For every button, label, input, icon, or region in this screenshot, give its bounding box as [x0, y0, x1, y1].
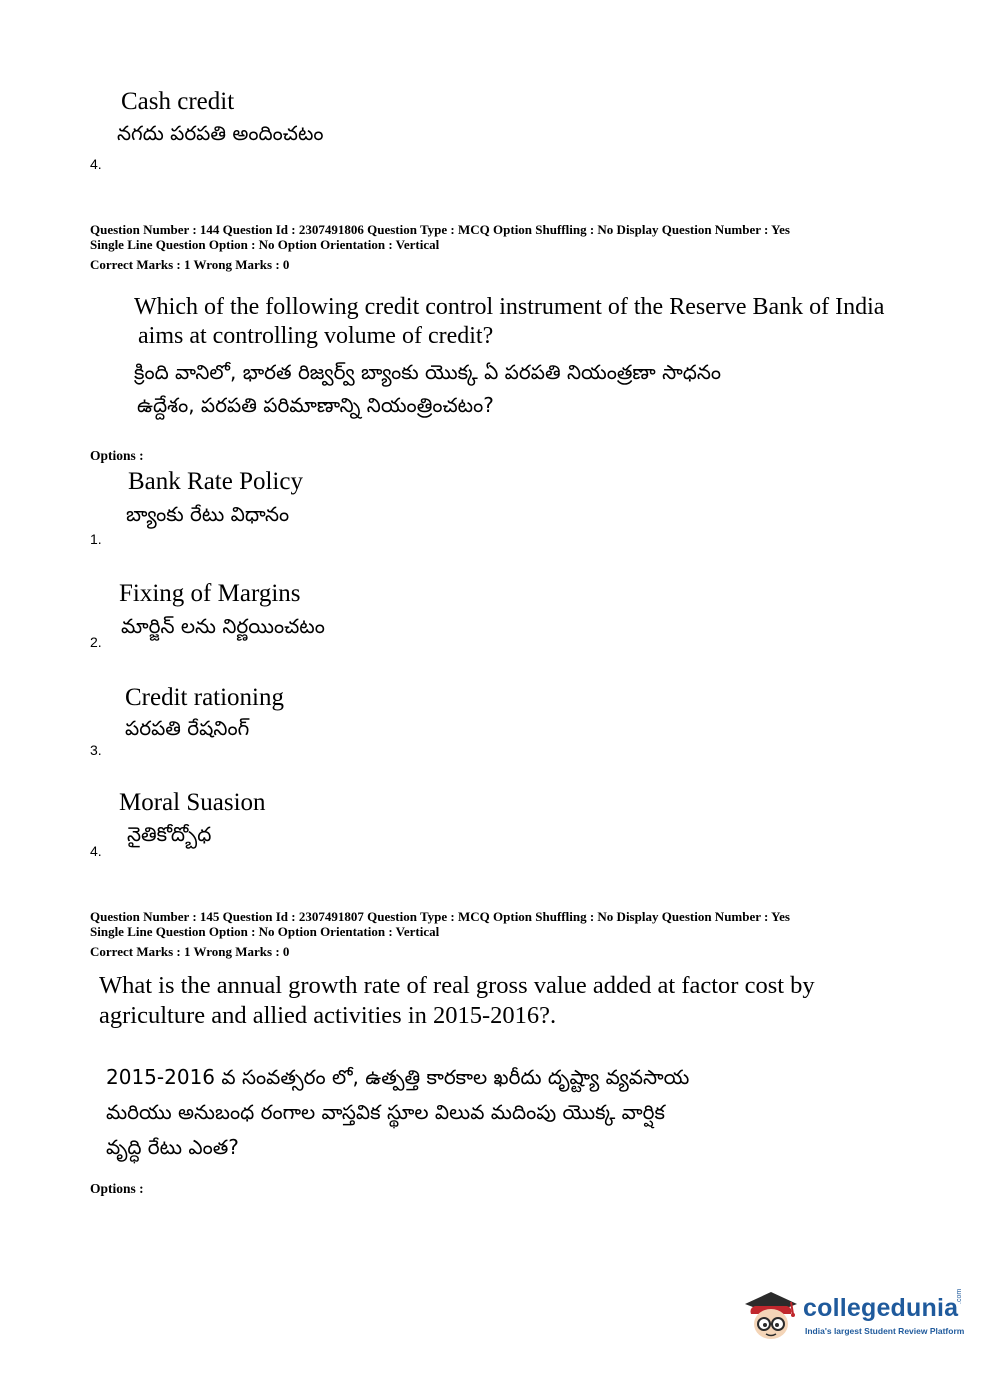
q144-option-1-telugu: బ్యాంకు రేటు విధానం [126, 502, 290, 526]
q144-question-english-1: Which of the following credit control instrument of the Reserve Bank of India [134, 294, 885, 320]
collegedunia-logo [741, 1284, 965, 1344]
mascot-icon [741, 1284, 801, 1344]
q144-meta-line2: Single Line Question Option : No Option Orientation : Vertical [90, 237, 440, 252]
logo-suffix: .com [956, 1288, 963, 1304]
prev-option-4-english: Cash credit [121, 88, 235, 115]
q144-options-label: Options : [90, 448, 144, 463]
q145-marks: Correct Marks : 1 Wrong Marks : 0 [90, 944, 290, 959]
q145-meta-line2: Single Line Question Option : No Option Orientation : Vertical [90, 924, 440, 939]
q144-option-3-english: Credit rationing [125, 684, 284, 711]
q145-question-english-1: What is the annual growth rate of real gross value added at factor cost by [99, 972, 815, 999]
q144-option-3-number: 3. [90, 742, 102, 758]
logo-name: collegedunia [803, 1294, 959, 1322]
q145-meta-line1: Question Number : 145 Question Id : 2307491807 Question Type : MCQ Option Shuffling : No Display Question Number : Yes [90, 909, 790, 924]
prev-option-4-telugu: నగదు పరపతి అందించటం [117, 121, 324, 145]
q144-option-4-number: 4. [90, 843, 102, 859]
q144-marks: Correct Marks : 1 Wrong Marks : 0 [90, 257, 290, 272]
prev-option-4-number: 4. [90, 156, 102, 172]
logo-tagline: India's largest Student Review Platform [805, 1326, 965, 1336]
q145-options-label: Options : [90, 1181, 144, 1196]
q144-option-1-english: Bank Rate Policy [128, 468, 303, 495]
q144-option-1-number: 1. [90, 531, 102, 547]
q144-option-4-telugu: నైతికోద్బోధ [127, 822, 212, 846]
q144-question-telugu-1: క్రింది వానిలో, భారత రిజ్వర్వ్ బ్యాంకు యొక్క ఏ పరపతి నియంత్రణా సాధనం [134, 360, 721, 384]
q144-meta-line1: Question Number : 144 Question Id : 2307491806 Question Type : MCQ Option Shuffling : No Display Question Number : Yes [90, 222, 790, 237]
q145-question-telugu-2: మరియు అనుబంధ రంగాల వాస్తవిక స్థూల విలువ మదింపు యొక్క వార్షిక [106, 1100, 665, 1124]
q145-question-english-2: agriculture and allied activities in 2015-2016?. [99, 1002, 557, 1029]
q144-option-2-number: 2. [90, 634, 102, 650]
q145-question-telugu-3: వృద్ధి రేటు ఎంత? [106, 1135, 239, 1159]
q144-question-telugu-2: ఉద్దేశం, పరపతి పరిమాణాన్ని నియంత్రించటం? [137, 393, 494, 417]
q144-option-2-english: Fixing of Margins [119, 580, 301, 607]
q144-option-2-telugu: మార్జిన్ లను నిర్ణయించటం [121, 614, 325, 638]
q144-question-english-2: aims at controlling volume of credit? [138, 323, 494, 349]
q144-option-3-telugu: పరపతి రేషనింగ్ [125, 716, 250, 740]
q144-option-4-english: Moral Suasion [119, 789, 266, 816]
q145-question-telugu-1: 2015-2016 వ సంవత్సరం లో, ఉత్పత్తి కారకాల ఖరీదు దృష్ట్యా వ్యవసాయ [106, 1065, 690, 1089]
